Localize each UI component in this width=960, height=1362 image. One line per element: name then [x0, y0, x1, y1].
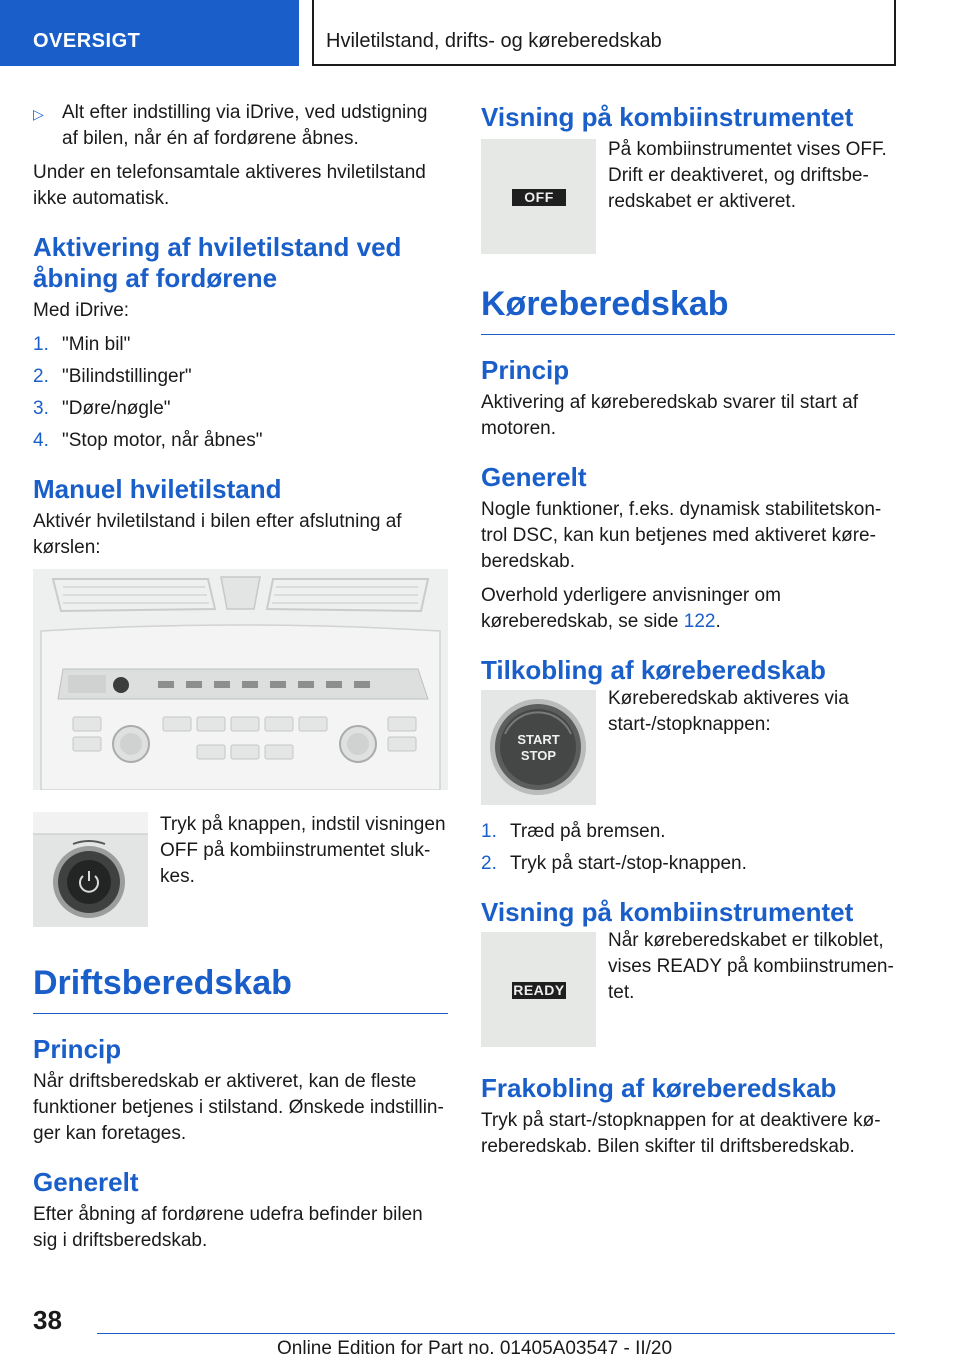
list-item: 1. "Min bil": [33, 334, 131, 355]
power-knob-illustration: [33, 812, 148, 927]
edition-text: Online Edition for Part no. 01405A03547 - II/20: [277, 1338, 673, 1359]
left-column: [33, 100, 448, 1262]
figure-caption: På kombiinstrumentet vises OFF. Drift er deaktiveret, og driftsberedskabet er aktiveret.: [608, 139, 887, 212]
heading-manual: Manuel hviletilstand: [33, 474, 282, 504]
power-knob-figure: [33, 812, 448, 927]
heading-driftsberedskab: Driftsberedskab: [33, 963, 448, 1014]
list-item: 2. Tryk på start-/stop-knappen.: [481, 853, 747, 874]
paragraph: Aktivér hviletilstand i bilen efter afslutning af kørslen:: [33, 511, 402, 558]
off-display-figure: [481, 139, 895, 254]
page-link[interactable]: 122: [683, 611, 716, 632]
figure-caption: Køreberedskab aktiveres via start-/stopknappen:: [608, 688, 849, 735]
page-number: 38: [33, 1305, 62, 1335]
list-item: 3. "Døre/nøgle": [33, 398, 171, 419]
figure-caption: Tryk på knappen, indstil visningen OFF på kombiinstrumentet slukkes.: [160, 814, 446, 887]
paragraph-crossref: Overhold yderligere anvisninger om køreberedskab, se side 122.: [481, 585, 781, 632]
figure-caption: Når køreberedskabet er tilkoblet, vises READY på kombiinstrumentet.: [608, 930, 894, 1003]
heading-koreberedskab: Køreberedskab: [481, 284, 895, 335]
paragraph: Under en telefonsamtale aktiveres hviletilstand ikke automatisk.: [33, 162, 426, 209]
bullet-item: [33, 100, 448, 152]
heading-generelt: Generelt: [33, 1167, 139, 1197]
paragraph: Efter åbning af fordørene udefra befinder bilen sig i driftsberedskab.: [33, 1204, 423, 1251]
steps-list: [33, 332, 448, 454]
heading-generelt: Generelt: [481, 462, 587, 492]
footer-divider: [97, 1333, 895, 1334]
heading-activation: Aktivering af hviletilstand ved åbning af fordørene: [33, 232, 402, 293]
start-label: START: [517, 732, 560, 747]
console-image: [33, 569, 448, 790]
chapter-title: Hviletilstand, drifts- og køreberedskab: [312, 0, 896, 66]
heading-frakobling: Frakobling af køreberedskab: [481, 1073, 837, 1103]
right-column: [481, 100, 895, 1168]
paragraph: Når driftsberedskab er aktiveret, kan de fleste funktioner betjenes i stilstand. Ønskede indstillinger kan foretages.: [33, 1071, 444, 1144]
ready-display-figure: [481, 932, 895, 1047]
steps-list: [481, 819, 895, 877]
heading-princip: Princip: [481, 355, 570, 385]
paragraph: Med iDrive:: [33, 300, 130, 321]
start-stop-image: [481, 690, 596, 805]
heading-tilkobling: Tilkobling af køreberedskab: [481, 655, 826, 685]
paragraph: Nogle funktioner, f.eks. dynamisk stabilitetskontrol DSC, kan kun betjenes med aktiveret køreberedskab.: [481, 499, 882, 572]
ready-display-image: [481, 932, 596, 1047]
list-item: 4. "Stop motor, når åbnes": [33, 430, 263, 451]
power-knob-image: [33, 812, 148, 927]
list-item: 2. "Bilindstillinger": [33, 366, 192, 387]
list-item: 1. Træd på bremsen.: [481, 821, 666, 842]
stop-label: STOP: [520, 748, 557, 763]
bullet-text: Alt efter indstilling via iDrive, ved udstigning af bilen, når én af fordørene åbnes.: [62, 102, 428, 149]
paragraph: Aktivering af køreberedskab svarer til start af motoren.: [481, 392, 858, 439]
paragraph: Tryk på start-/stopknappen for at deaktivere køreberedskab. Bilen skifter til driftsberedskab.: [481, 1110, 881, 1157]
start-stop-figure: [481, 690, 895, 805]
ready-display-label: READY: [513, 982, 565, 998]
off-display-label: OFF: [512, 189, 566, 206]
off-display-image: [481, 139, 596, 254]
page-header: [0, 0, 960, 66]
heading-princip: Princip: [33, 1034, 122, 1064]
section-tab: OVERSIGT: [0, 0, 299, 66]
heading-visning-1: Visning på kombiinstrumentet: [481, 102, 854, 132]
triangle-bullet-icon: ▷: [33, 106, 44, 122]
heading-visning-2: Visning på kombiinstrumentet: [481, 897, 854, 927]
center-console-illustration: [33, 569, 448, 790]
